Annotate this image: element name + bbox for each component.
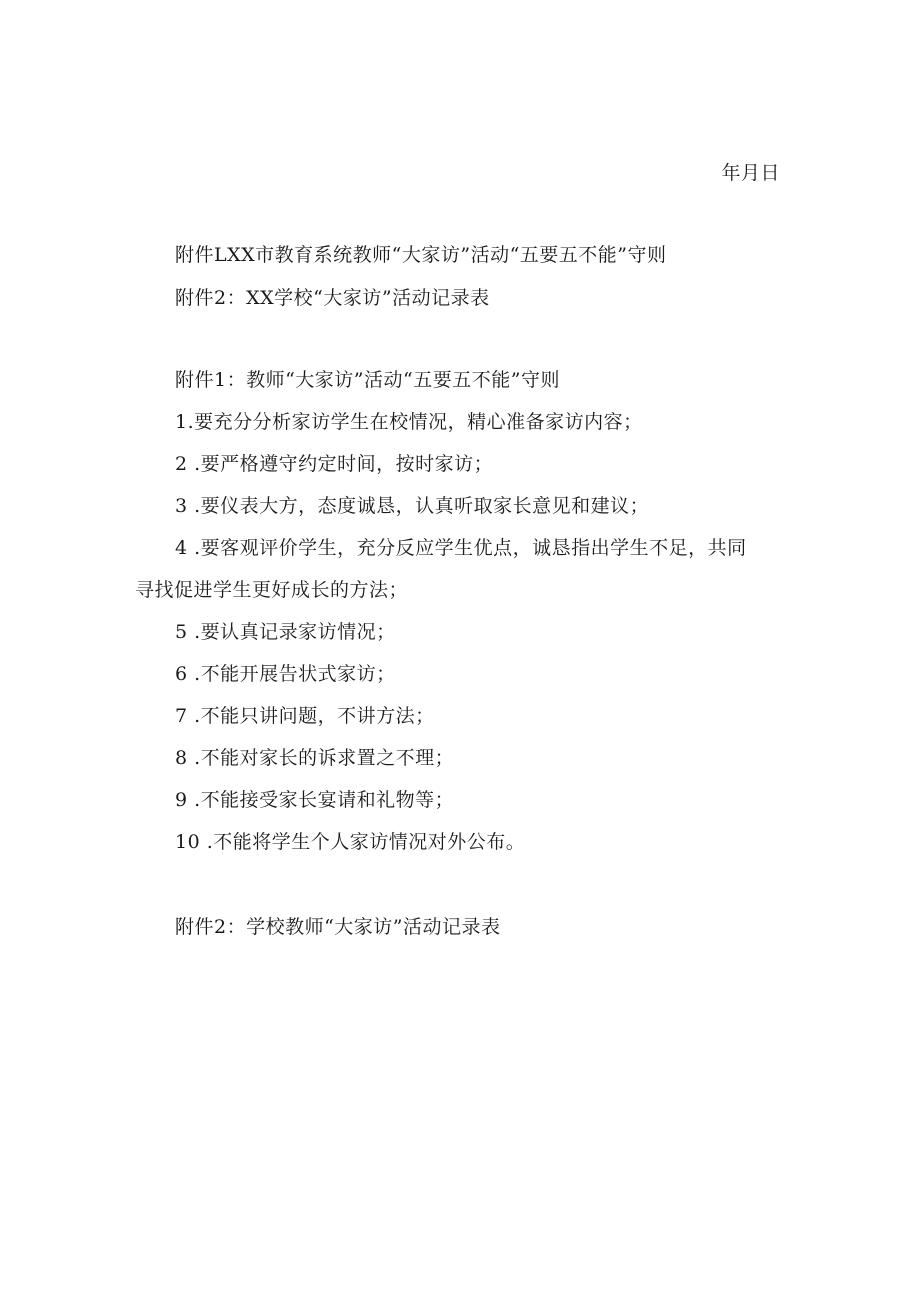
- rule-item-2: 2 .要严格遵守约定时间，按时家访；: [175, 453, 494, 475]
- rule-item-4: 4 .要客观评价学生，充分反应学生优点，诚恳指出学生不足，共同: [175, 537, 747, 559]
- attachment-list-item-2: 附件2：XX学校“大家访”活动记录表: [175, 287, 490, 309]
- rule-item-3: 3 .要仪表大方，态度诚恳，认真听取家长意见和建议；: [175, 495, 650, 517]
- rule-item-8: 8 .不能对家长的诉求置之不理；: [175, 747, 455, 769]
- rule-item-7: 7 .不能只讲问题，不讲方法；: [175, 705, 435, 727]
- rule-item-6: 6 .不能开展告状式家访；: [175, 663, 396, 685]
- rule-item-4-continuation: 寻找促进学生更好成长的方法；: [135, 579, 409, 601]
- record-table-heading: 附件2：学校教师“大家访”活动记录表: [175, 916, 501, 938]
- rule-item-10: 10 .不能将学生个人家访情况对外公布。: [175, 831, 526, 853]
- rule-item-9: 9 .不能接受家长宴请和礼物等；: [175, 789, 455, 811]
- rule-item-1: 1.要充分分析家访学生在校情况，精心准备家访内容；: [175, 411, 643, 433]
- rule-item-5: 5 .要认真记录家访情况；: [175, 621, 396, 643]
- rules-heading: 附件1：教师“大家访”活动“五要五不能”守则: [175, 369, 560, 391]
- date-line: 年月日: [721, 162, 780, 184]
- attachment-list-item-1: 附件LXX市教育系统教师“大家访”活动“五要五不能”守则: [175, 244, 667, 266]
